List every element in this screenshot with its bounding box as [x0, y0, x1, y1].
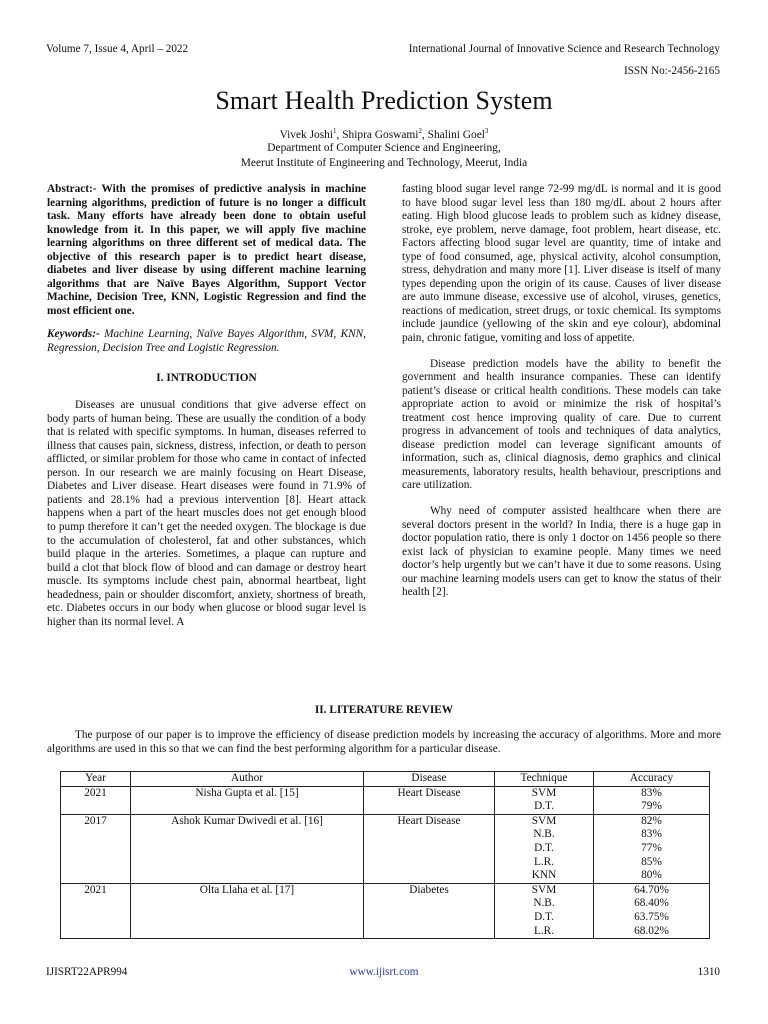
- accuracy-value: 77%: [641, 841, 662, 854]
- accuracy-value: 83%: [641, 828, 662, 841]
- left-column: [47, 183, 366, 629]
- cell-accuracy: [594, 814, 710, 883]
- cell-author: Nisha Gupta et al. [15]: [131, 786, 364, 814]
- author-list: [0, 127, 768, 141]
- keywords-text: Machine Learning, Naïve Bayes Algorithm, SVM, KNN, Regression, Decision Tree and Logistic Regression.: [47, 328, 366, 355]
- cell-author: Ashok Kumar Dwivedi et al. [16]: [131, 814, 364, 883]
- intro-paragraph-1-continued: fasting blood sugar level range 72-99 mg/dL is normal and it is good to have blood sugar level less than 180 mg/dL about 2 hours after eating. High blood glucose leads to problem such as kidney disease, stroke, eye problem, nerve damage, foot problem, heart disease, etc. Factors affecting blood sugar level are quantity, time of intake and type of food consumed, age, physical activity, alcohol consumption, stress, dehydration and many more [1]. Liver disease is itself of many types depending upon the origin of its cause. Causes of liver disease are auto immune disease, excessive use of alcohol, viruses, genetics, reactions of medication, street drugs, or toxic chemical. Its symptoms include jaundice (yellowing of the skin and eye colour), abdominal pain, chronic fatigue, vomiting and loss of appetite.: [402, 183, 721, 345]
- cell-accuracy: [594, 786, 710, 814]
- technique-value: N.B.: [533, 897, 555, 910]
- institute: Meerut Institute of Engineering and Technology, Meerut, India: [240, 157, 528, 169]
- accuracy-value: 80%: [641, 869, 662, 882]
- cell-year: 2017: [61, 814, 131, 883]
- author-affiliation-mark: 2: [418, 127, 422, 135]
- cell-technique: [495, 814, 594, 883]
- journal-url[interactable]: www.ijisrt.com: [349, 966, 419, 978]
- keywords-label: Keywords:-: [47, 328, 100, 341]
- header-accuracy: Accuracy: [594, 772, 710, 787]
- abstract: Abstract:- With the promises of predictive analysis in machine learning algorithms, prediction of future is no longer a difficult task. Many efforts have already been done to obtain useful knowledge from it. In this paper, we will apply five machine learning algorithms on three different set of medical data. The objective of this research paper is to predict heart disease, diabetes and liver disease by using different machine learning algorithms that are Naïve Bayes Algorithm, Support Vector Machine, Decision Tree, KNN, Logistic Regression and find the most efficient one.: [47, 183, 366, 317]
- technique-value: SVM: [531, 814, 557, 827]
- accuracy-value: 79%: [641, 800, 662, 813]
- keywords: [47, 328, 366, 355]
- cell-disease: Diabetes: [364, 883, 495, 938]
- technique-value: N.B.: [533, 828, 555, 841]
- literature-table: [60, 771, 710, 939]
- paper-code: IJISRT22APR994: [46, 966, 128, 978]
- header-author: Author: [131, 772, 364, 787]
- author-separator: ,: [421, 128, 428, 141]
- technique-value: SVM: [531, 786, 557, 799]
- right-column: [402, 183, 721, 600]
- author-affiliation-mark: 1: [333, 127, 337, 135]
- table-row: [61, 814, 710, 883]
- author-name: Shipra Goswami: [342, 128, 419, 141]
- cell-accuracy: [594, 883, 710, 938]
- section-heading-literature-review: II. LITERATURE REVIEW: [314, 704, 454, 716]
- header-technique: Technique: [495, 772, 594, 787]
- department: Department of Computer Science and Engineering,: [267, 142, 501, 154]
- technique-value: D.T.: [534, 910, 554, 923]
- cell-year: 2021: [61, 786, 131, 814]
- accuracy-value: 68.02%: [634, 924, 669, 937]
- cell-disease: Heart Disease: [364, 814, 495, 883]
- header-disease: Disease: [364, 772, 495, 787]
- accuracy-value: 82%: [641, 814, 662, 827]
- cell-disease: Heart Disease: [364, 786, 495, 814]
- literature-paragraph: The purpose of our paper is to improve the efficiency of disease prediction models by increasing the accuracy of algorithms. More and more algorithms are used in this so that we can find the best performing algorithm for a particular disease.: [47, 729, 721, 755]
- intro-paragraph-1: Diseases are unusual conditions that give adverse effect on body parts of human being. These are usually the condition of a body that is related with specific symptoms. In human, diseases referred to illness that causes pain, sickness, distress, infection, or death to person afflicted, or similar problem for those who came in contact of infected person. In our research we are mainly focusing on Heart Disease, Diabetes and Liver disease. Heart diseases were found in 71.9% of patients and 28.1% had a previous intervention [8]. Heart attack happens when a part of the heart muscles does not get enough blood to pump therefore it can’t get the needed oxygen. The blockage is due to the accumulation of cholesterol, fat and other substances, which build plaque in the arteries. Sometimes, a plaque can rupture and build a clot that block flow of blood and can damage or destroy heart muscle. Its symptoms include chest pain, abnormal heartbeat, light headedness, pain or shoulder discomfort, anxiety, shortness of breath, etc. Diabetes occurs in our body when glucose or blood sugar level is higher than its normal level. A: [47, 399, 366, 628]
- technique-value: L.R.: [533, 924, 555, 937]
- table-row: [61, 786, 710, 814]
- technique-value: KNN: [531, 869, 557, 882]
- header-year: Year: [61, 772, 131, 787]
- journal-name: International Journal of Innovative Science and Research Technology: [408, 43, 720, 55]
- table-header-row: [61, 772, 710, 787]
- accuracy-value: 68.40%: [634, 897, 669, 910]
- accuracy-value: 85%: [641, 855, 662, 868]
- author-separator: ,: [336, 128, 343, 141]
- table-body: [61, 786, 710, 939]
- intro-paragraph-2: Disease prediction models have the ability to benefit the government and health insurance companies. These can identify patient’s disease or critical health conditions. These models can take appropriate action to avoid or minimize the risk of hospital’s treatment cost hence improving quality of care. Due to current progress in advancement of tools and techniques of data analytics, disease prediction model can leverage significant amounts of information, such as, clinical diagnosis, demo graphics and clinical measurements, laboratory results, health behaviour, prescriptions and care utilization.: [402, 357, 721, 492]
- section-heading-introduction: I. INTRODUCTION: [156, 371, 257, 384]
- cell-technique: [495, 786, 594, 814]
- technique-value: L.R.: [533, 855, 555, 868]
- technique-value: SVM: [531, 883, 557, 896]
- accuracy-value: 83%: [641, 786, 662, 799]
- cell-year: 2021: [61, 883, 131, 938]
- accuracy-value: 63.75%: [634, 910, 669, 923]
- volume-info: Volume 7, Issue 4, April – 2022: [46, 43, 189, 55]
- technique-value: D.T.: [534, 800, 554, 813]
- accuracy-value: 64.70%: [634, 883, 669, 896]
- cell-author: Olta Llaha et al. [17]: [131, 883, 364, 938]
- page-number: 1310: [697, 966, 720, 978]
- paper-title: Smart Health Prediction System: [215, 86, 553, 115]
- author-affiliation-mark: 3: [484, 127, 489, 135]
- intro-paragraph-3: Why need of computer assisted healthcare when there are several doctors present in the world? In India, there is a huge gap in doctor population ratio, there is only 1 doctor on 1456 people so there exist lack of physician to examine people. Many times we need doctor’s help urgently but we can’t have it due to some reasons. Using our machine learning models users can get to know the status of their health [2].: [402, 505, 721, 599]
- table-row: [61, 883, 710, 938]
- technique-value: D.T.: [534, 841, 554, 854]
- author-name: Vivek Joshi: [279, 128, 333, 141]
- author-name: Shalini Goel: [427, 128, 485, 141]
- cell-technique: [495, 883, 594, 938]
- issn: ISSN No:-2456-2165: [623, 65, 720, 77]
